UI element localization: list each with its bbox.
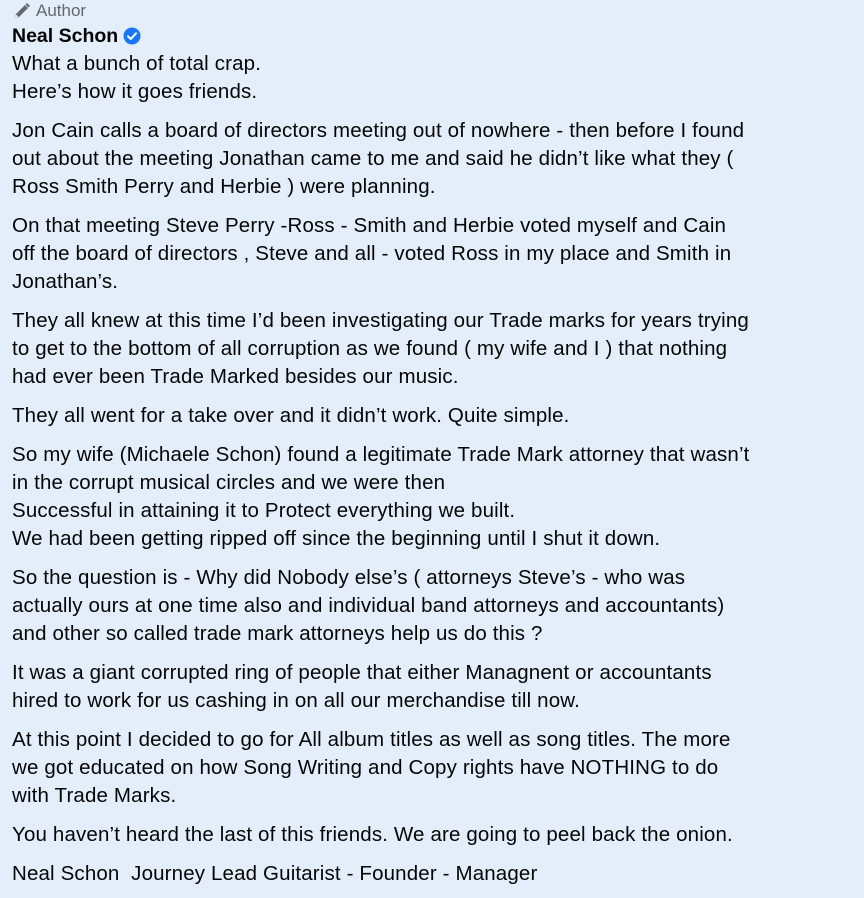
comment-line: in the corrupt musical circles and we were then	[12, 471, 446, 494]
comment-line: They all knew at this time I’d been investigating our Trade marks for years trying	[12, 309, 749, 332]
comment-paragraph	[12, 402, 852, 430]
comment-line: They all went for a take over and it didn’t work. Quite simple.	[12, 404, 570, 427]
author-badge	[12, 0, 852, 22]
comment-line: we got educated on how Song Writing and Copy rights have NOTHING to do	[12, 756, 719, 779]
comment-line: with Trade Marks.	[12, 784, 177, 807]
comment-body	[12, 50, 852, 888]
comment-paragraph	[12, 117, 852, 201]
comment-line: Successful in attaining it to Protect everything we built.	[12, 499, 516, 522]
comment-paragraph	[12, 212, 852, 296]
comment-line: Jon Cain calls a board of directors meeting out of nowhere - then before I found	[12, 119, 745, 142]
comment-line: Jonathan’s.	[12, 270, 119, 293]
verified-badge-icon	[123, 27, 141, 45]
comment-line: and other so called trade mark attorneys help us do this ?	[12, 622, 543, 645]
comment-paragraph	[12, 50, 852, 106]
comment-paragraph	[12, 726, 852, 810]
comment-line: So my wife (Michaele Schon) found a legitimate Trade Mark attorney that wasn’t	[12, 443, 750, 466]
pencil-icon	[12, 1, 32, 21]
comment-paragraph	[12, 659, 852, 715]
author-row	[12, 22, 852, 50]
comment-paragraph	[12, 307, 852, 391]
comment-paragraph	[12, 441, 852, 553]
comment-line: Ross Smith Perry and Herbie ) were planning.	[12, 175, 436, 198]
comment-paragraph	[12, 860, 852, 888]
comment-line: out about the meeting Jonathan came to me and said he didn’t like what they (	[12, 147, 734, 170]
author-badge-label: Author	[36, 1, 87, 20]
comment-line: So the question is - Why did Nobody else’s ( attorneys Steve’s - who was	[12, 566, 686, 589]
comment-line: actually ours at one time also and individual band attorneys and accountants)	[12, 594, 725, 617]
comment-line: had ever been Trade Marked besides our music.	[12, 365, 459, 388]
comment-line: On that meeting Steve Perry -Ross - Smith and Herbie voted myself and Cain	[12, 214, 727, 237]
comment-line: We had been getting ripped off since the beginning until I shut it down.	[12, 527, 661, 550]
comment-line: Neal Schon Journey Lead Guitarist - Founder - Manager	[12, 862, 538, 885]
comment-paragraph	[12, 564, 852, 648]
comment-line: Here’s how it goes friends.	[12, 80, 258, 103]
comment-line: off the board of directors , Steve and all - voted Ross in my place and Smith in	[12, 242, 732, 265]
comment-line: You haven’t heard the last of this friends. We are going to peel back the onion.	[12, 823, 733, 846]
comment-line: hired to work for us cashing in on all our merchandise till now.	[12, 689, 580, 712]
comment-paragraph	[12, 821, 852, 849]
comment-line: to get to the bottom of all corruption as we found ( my wife and I ) that nothing	[12, 337, 728, 360]
comment-line: What a bunch of total crap.	[12, 52, 262, 75]
comment-line: At this point I decided to go for All album titles as well as song titles. The more	[12, 728, 731, 751]
comment-line: It was a giant corrupted ring of people that either Managnent or accountants	[12, 661, 712, 684]
author-name-link[interactable]: Neal Schon	[12, 24, 119, 47]
